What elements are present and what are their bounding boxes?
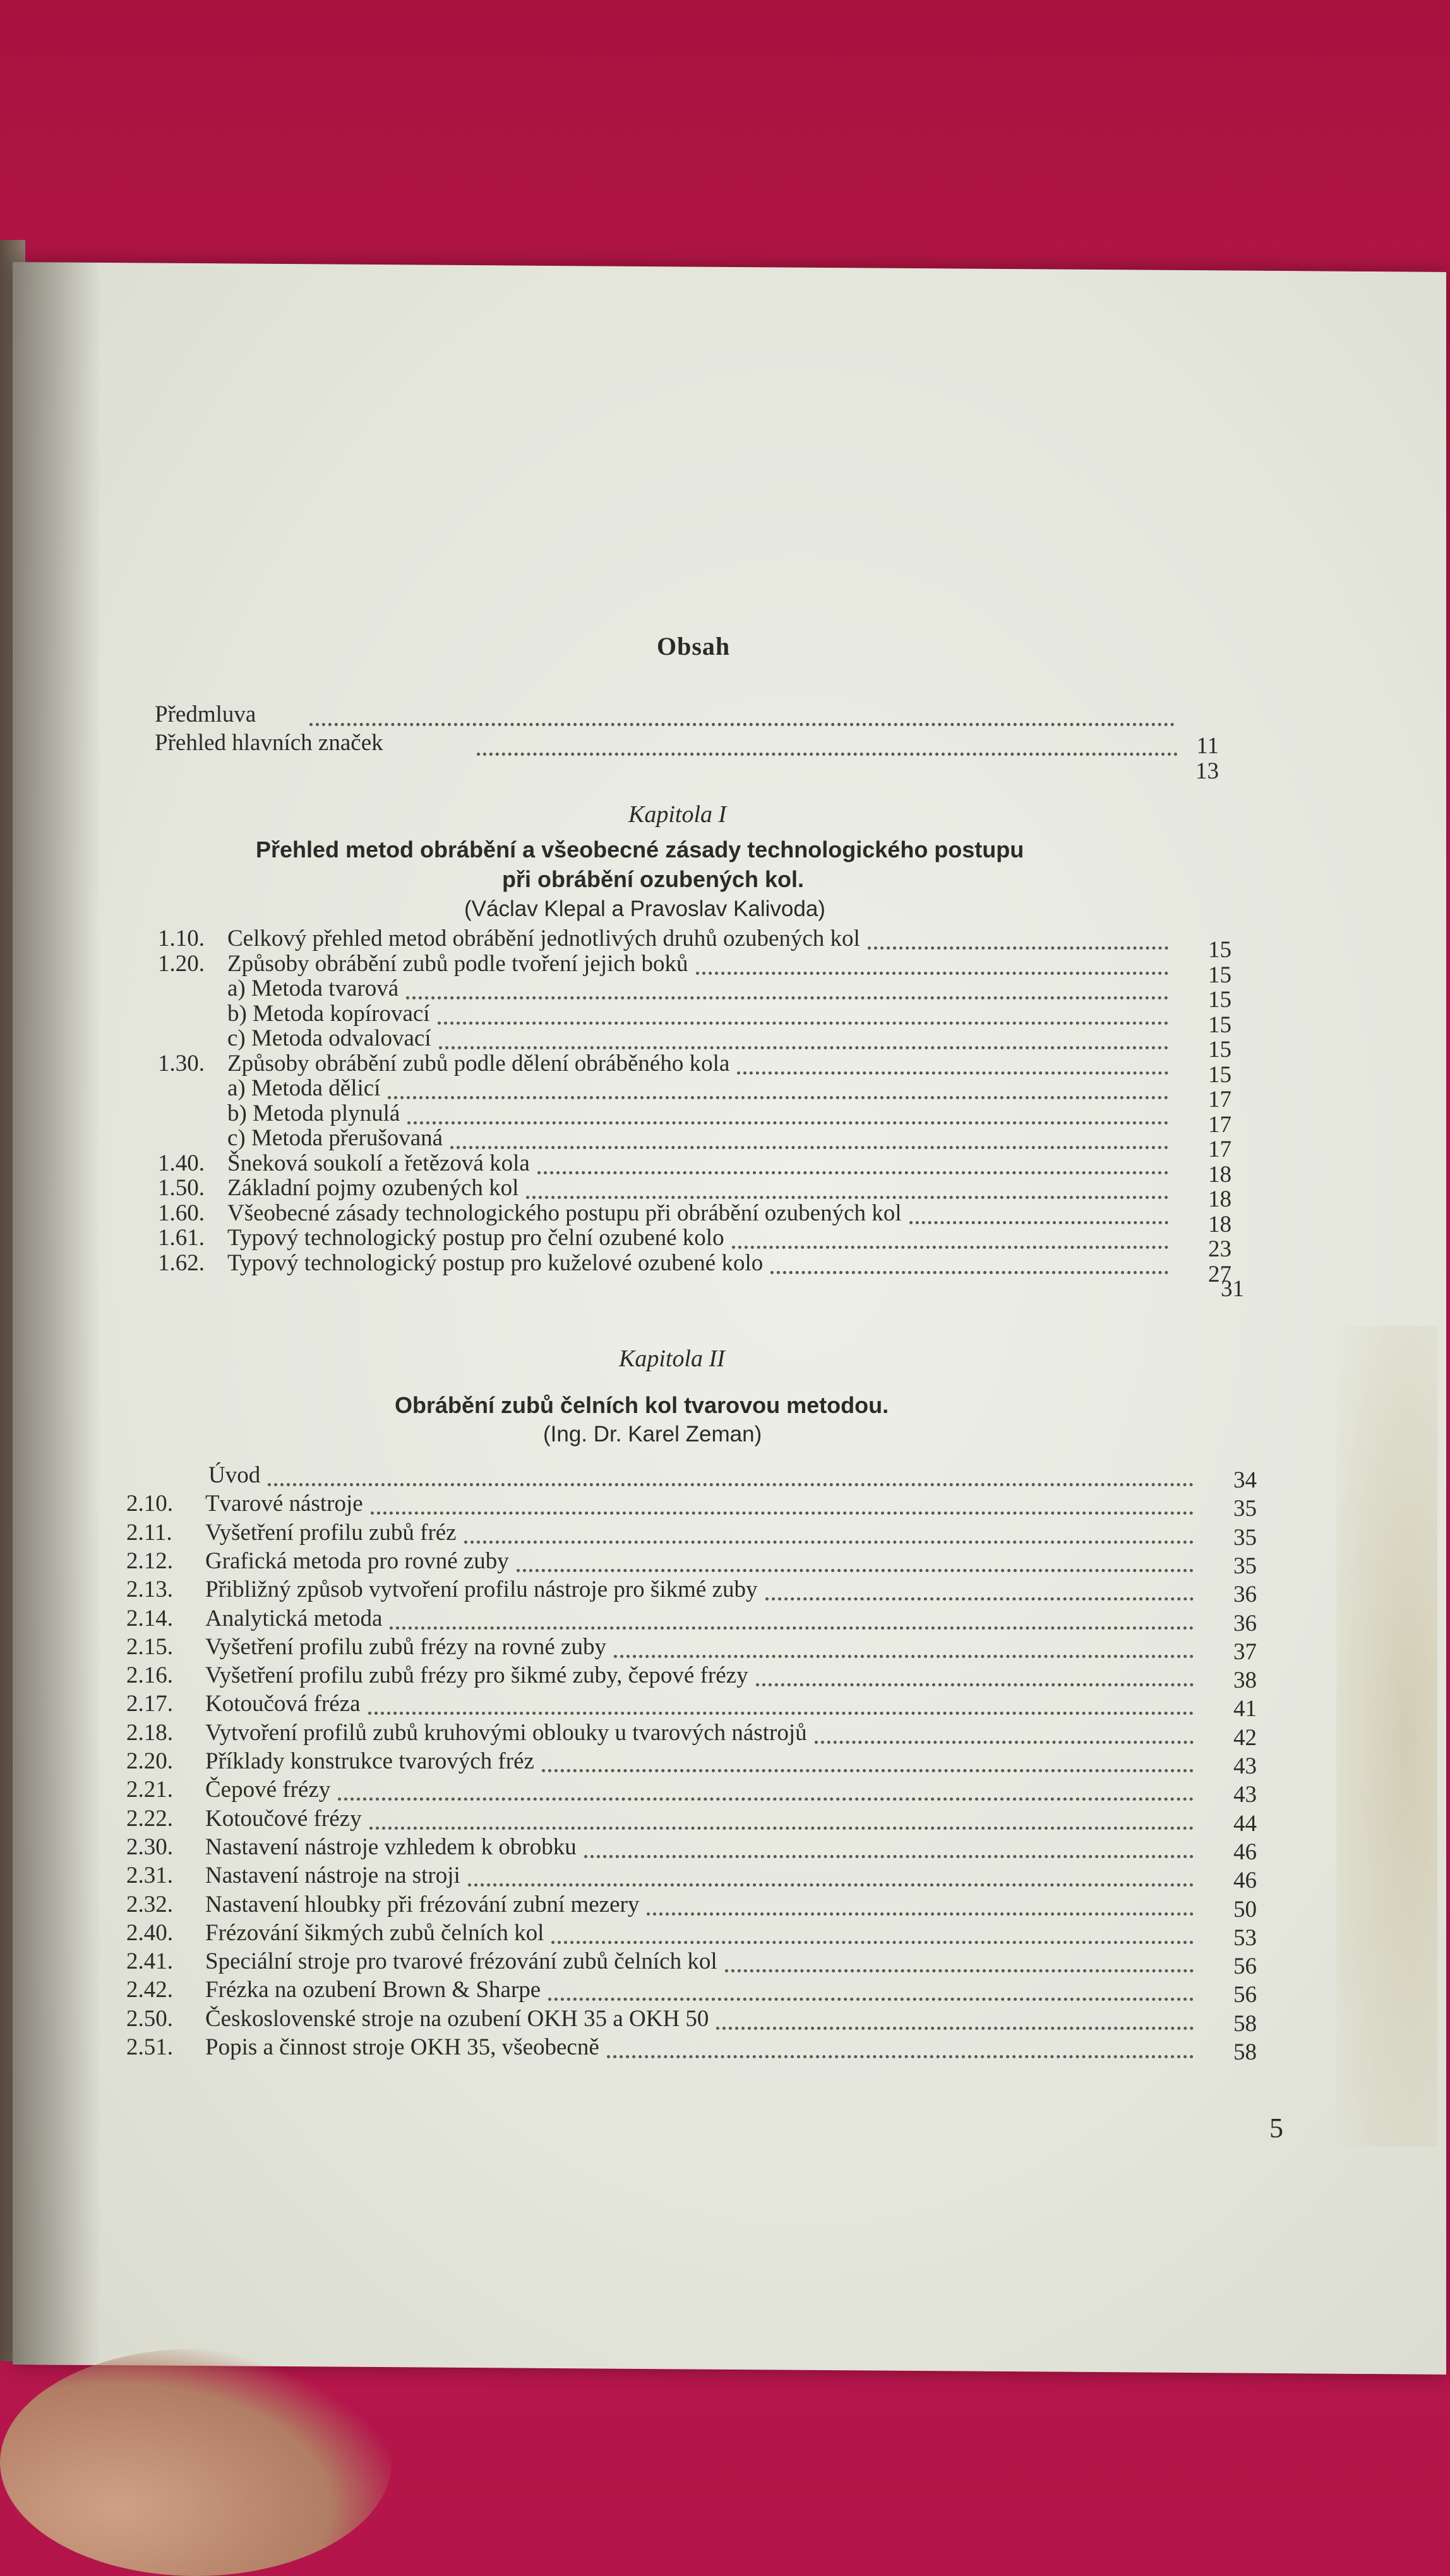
entry-label: c) Metoda přerušovaná [227,1125,443,1151]
entry-number: 1.60. [158,1200,205,1226]
page-number: 27 [1208,1261,1231,1287]
leader-dots [737,1071,1168,1075]
entry-label: Celkový přehled metod obrábění jednotlivých druhů ozubených kol [227,926,860,951]
entry-label: Vyšetření profilu zubů fréz [205,1519,457,1546]
leader-dots [909,1221,1168,1224]
entry-number: 2.32. [126,1891,173,1917]
page-number: 36 [1233,1582,1257,1608]
leader-dots [338,1798,1194,1801]
leader-dots [369,1827,1194,1830]
entry-label: Typový technologický postup pro čelní ozubené kolo [227,1225,724,1251]
entry-label: Nastavení hloubky při frézování zubní mezery [205,1891,640,1917]
entry-label: Způsoby obrábění zubů podle tvoření jejich boků [227,950,688,977]
chapter-label: Kapitola II [619,1345,725,1372]
leader-dots [868,946,1168,950]
entry-label: Způsoby obrábění zubů podle dělení obráběného kola [227,1050,730,1076]
page-number: 18 [1208,1186,1231,1212]
entry-number: 2.50. [126,2005,173,2032]
leader-dots [548,1998,1194,2001]
page-number: 34 [1233,1467,1257,1493]
entry-number: 2.10. [126,1491,173,1517]
entry-number: 2.51. [126,2034,173,2060]
entry-label: Analytická metoda [205,1605,383,1631]
leader-dots [390,1626,1194,1630]
toc-entry-predmluva: Předmluva [155,701,256,727]
entry-label: Typový technologický postup pro kuželové ozubené kolo [227,1249,764,1276]
leader-dots [537,1171,1168,1174]
entry-label: Přibližný způsob vytvoření profilu nástroje pro šikmé zuby [205,1577,758,1603]
page-number: 11 [1196,733,1219,759]
page-number: 43 [1233,1753,1257,1779]
page-number: 15 [1208,962,1231,988]
chapter-label: Kapitola I [628,801,727,828]
page-number: 46 [1233,1839,1257,1865]
chapter-authors: (Ing. Dr. Karel Zeman) [543,1422,762,1446]
page-number: 17 [1208,1111,1231,1138]
entry-label: a) Metoda dělicí [227,1075,381,1101]
page-number: 35 [1233,1524,1257,1551]
page-number: 13 [1195,758,1219,784]
leader-dots [815,1741,1194,1744]
entry-number: 1.50. [158,1175,205,1201]
page-number: 23 [1208,1236,1231,1262]
entry-label: Příklady konstrukce tvarových fréz [205,1748,534,1774]
chapter-title: při obrábění ozubených kol. [502,866,805,892]
entry-label: Nastavení nástroje na stroji [205,1863,460,1889]
leader-dots [607,2055,1194,2058]
entry-label: Tvarové nástroje [205,1491,363,1517]
leader-dots [517,1569,1194,1572]
page-number: 42 [1233,1724,1257,1751]
leader-dots [439,1046,1168,1049]
leader-dots [647,1912,1194,1916]
entry-number: 2.21. [126,1777,173,1803]
entry-label: Speciální stroje pro tvarové frézování zubů čelních kol [205,1948,717,1975]
page-number: 36 [1233,1610,1257,1637]
entry-number: 2.14. [126,1605,173,1631]
leader-dots [477,753,1178,756]
leader-dots [438,1022,1168,1025]
page-number: 56 [1233,1953,1257,1980]
leader-dots [614,1655,1194,1658]
leader-dots [725,1969,1194,1972]
entry-number: 2.42. [126,1977,173,2003]
leader-dots [406,996,1168,999]
entry-label: Vyšetření profilu zubů frézy pro šikmé zuby, čepové frézy [205,1662,748,1689]
page-number: 56 [1233,1982,1257,2008]
leader-dots [770,1271,1168,1274]
entry-number: 2.16. [126,1662,173,1689]
entry-number: 2.18. [126,1719,173,1746]
page-number: 35 [1233,1496,1257,1522]
entry-label: Kotoučová fréza [205,1691,361,1717]
page-number: 53 [1233,1924,1257,1951]
chapter-title: Obrábění zubů čelních kol tvarovou metodou. [395,1392,889,1418]
page-number: 58 [1233,2010,1257,2037]
entry-number: 2.22. [126,1805,173,1832]
entry-number: 2.11. [126,1519,172,1546]
chapter-title: Přehled metod obrábění a všeobecné zásady technologického postupu [256,837,1024,862]
leader-dots [542,1769,1194,1772]
leader-dots [696,972,1168,975]
leader-dots [526,1196,1168,1199]
leader-dots [765,1597,1194,1601]
leader-dots [756,1683,1194,1686]
leader-dots [716,2027,1194,2030]
page-number: 46 [1233,1868,1257,1894]
page-number: 15 [1208,1037,1231,1063]
page-number: 15 [1208,1011,1231,1038]
page-number: 18 [1208,1161,1231,1188]
entry-number: 2.15. [126,1633,173,1660]
entry-number: 1.20. [158,950,205,977]
leader-dots [450,1146,1168,1149]
leader-dots [407,1121,1168,1124]
entry-number: 2.20. [126,1748,173,1774]
page-number: 15 [1208,937,1231,963]
entry-label: b) Metoda kopírovací [227,1000,430,1027]
chapter-authors: (Václav Klepal a Pravoslav Kalivoda) [464,897,825,921]
entry-label: a) Metoda tvarová [227,975,399,1001]
entry-label: Základní pojmy ozubených kol [227,1175,519,1201]
entry-label: Šneková soukolí a řetězová kola [227,1150,530,1176]
page-number: 43 [1233,1782,1257,1808]
entry-label: Čepové frézy [205,1777,331,1803]
leader-dots [551,1941,1194,1944]
page-number: 15 [1208,987,1231,1013]
page-number: 38 [1233,1667,1257,1694]
page-number: 58 [1233,2039,1257,2065]
entry-label: Popis a činnost stroje OKH 35, všeobecně [205,2034,599,2060]
leader-dots [309,723,1175,726]
page-number: 41 [1233,1696,1257,1722]
entry-label: Frézka na ozubení Brown & Sharpe [205,1977,541,2003]
entry-number: 2.12. [126,1547,173,1574]
leader-dots [368,1712,1194,1715]
entry-number: 1.62. [158,1249,205,1276]
entry-label: c) Metoda odvalovací [227,1025,431,1051]
page-number: 17 [1208,1136,1231,1162]
entry-label: b) Metoda plynulá [227,1100,400,1126]
entry-number: 1.40. [158,1150,205,1176]
entry-number: 1.10. [158,926,205,951]
leader-dots [732,1246,1168,1249]
leader-dots [371,1512,1194,1515]
leader-dots [268,1483,1194,1486]
entry-label: Vyšetření profilu zubů frézy na rovné zuby [205,1633,606,1660]
entry-label: Nastavení nástroje vzhledem k obrobku [205,1834,577,1860]
page-number: 35 [1233,1553,1257,1579]
entry-label: Československé stroje na ozubení OKH 35 a OKH 50 [205,2005,709,2032]
page-number: 15 [1208,1061,1231,1088]
entry-label: Frézování šikmých zubů čelních kol [205,1919,544,1946]
page-number: 18 [1208,1211,1231,1237]
leader-dots [468,1883,1194,1887]
entry-number: 1.61. [158,1225,205,1251]
page-number: 50 [1233,1896,1257,1923]
entry-label: Grafická metoda pro rovné zuby [205,1547,509,1574]
page-folio: 5 [1269,2113,1283,2144]
entry-number: 2.31. [126,1863,173,1889]
leader-dots [388,1096,1168,1099]
entry-number: 2.30. [126,1834,173,1860]
entry-label: Všeobecné zásady technologického postupu při obrábění ozubených kol [227,1200,902,1226]
entry-label: Kotoučové frézy [205,1805,362,1832]
entry-number: 2.41. [126,1948,173,1975]
entry-number: 2.13. [126,1577,173,1603]
toc-entry-znacky: Přehled hlavních značek [155,730,383,756]
entry-number: 1.30. [158,1050,205,1076]
page-number: 17 [1208,1087,1231,1112]
page-number: 44 [1233,1810,1257,1837]
entry-label: Vytvoření profilů zubů kruhovými oblouky u tvarových nástrojů [205,1719,807,1746]
entry-label: Úvod [208,1462,261,1488]
leader-dots [464,1541,1194,1544]
page-number: 37 [1233,1638,1257,1665]
page-title: Obsah [657,632,731,660]
entry-number: 2.40. [126,1919,173,1946]
leader-dots [584,1855,1194,1858]
page-number: 31 [1221,1276,1244,1302]
entry-number: 2.17. [126,1691,173,1717]
